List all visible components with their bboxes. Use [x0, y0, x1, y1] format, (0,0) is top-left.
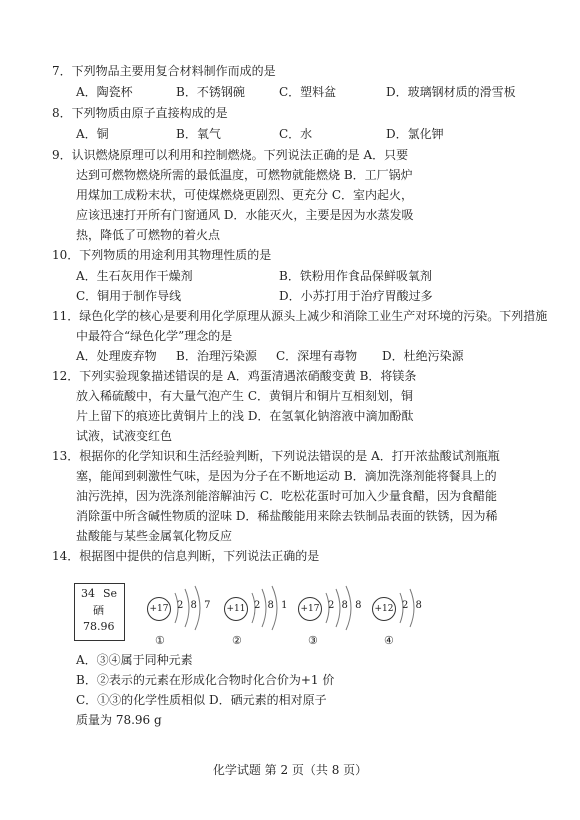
q10-option-d: D．小苏打用于治疗胃酸过多 [279, 289, 433, 303]
q14-stem: 14．根据图中提供的信息判断，下列说法正确的是 [52, 549, 320, 563]
atom-4-nucleus: +12 [372, 597, 396, 621]
q8-option-d: D．氯化钾 [386, 127, 444, 141]
atom-3-shells: 2 8 8 [328, 600, 364, 611]
q10-option-c: C．铜用于制作导线 [76, 289, 182, 303]
q7-option-a: A．陶瓷杯 [76, 85, 133, 99]
atom-4-shells: 2 8 [402, 600, 424, 611]
q13-line-5: 盐酸能与某些金属氧化物反应 [76, 529, 233, 543]
q13-line-3: 油污洗掉，因为洗涤剂能溶解油污 C．吃松花蛋时可加入少量食醋，因为食醋能 [76, 489, 497, 503]
atom-diagram-4 [372, 585, 467, 633]
q14-option-line-3: C．①③的化学性质相似 D．硒元素的相对原子 [76, 693, 327, 707]
atom-2-nucleus: +11 [224, 597, 248, 621]
atom-3-nucleus: +17 [298, 597, 322, 621]
element-symbol: Se [103, 587, 118, 600]
q11-option-a: A．处理废弃物 [76, 349, 157, 363]
q10-stem: 10．下列物质的用途利用其物理性质的是 [52, 248, 272, 262]
q9-line-5: 热，降低了可燃物的着火点 [76, 228, 221, 242]
element-atomic-mass: 78.96 [83, 620, 115, 633]
q9-line-4: 应该迅速打开所有门窗通风 D．水能灭火，主要是因为水蒸发吸 [76, 208, 414, 222]
q10-option-a: A．生石灰用作干燥剂 [76, 269, 193, 283]
q14-option-line-4: 质量为 78.96 g [76, 713, 162, 727]
q11-line-1: 11．绿色化学的核心是要利用化学原理从源头上减少和消除工业生产对环境的污染。下列措施 [52, 309, 548, 323]
q9-line-3: 用煤加工成粉末状，可使煤燃烧更剧烈、更充分 C．室内起火， [76, 188, 413, 202]
q7-option-d: D．玻璃钢材质的滑雪板 [386, 85, 516, 99]
q13-line-1: 13．根据你的化学知识和生活经验判断，下列说法错误的是 A．打开浓盐酸试剂瓶瓶 [52, 449, 500, 463]
q7-option-c: C．塑料盆 [279, 85, 337, 99]
page-footer: 化学试题 第 2 页（共 8 页） [212, 763, 368, 777]
q10-option-b: B．铁粉用作食品保鲜吸氧剂 [279, 269, 432, 283]
atom-1-nucleus: +17 [147, 597, 171, 621]
atom-1-shells: 2 8 7 [177, 600, 213, 611]
q9-line-2: 达到可燃物燃烧所需的最低温度，可燃物就能燃烧 B．工厂锅炉 [76, 168, 413, 182]
atom-2-label: ② [232, 634, 242, 647]
q14-option-line-1: A．③④属于同种元素 [76, 653, 193, 667]
q11-option-c: C．深埋有毒物 [276, 349, 358, 363]
q8-option-a: A．铜 [76, 127, 109, 141]
element-name: 硒 [93, 604, 104, 617]
q14-option-line-2: B．②表示的元素在形成化合物时化合价为+1 价 [76, 673, 335, 687]
atom-4-label: ④ [384, 634, 394, 647]
q8-option-b: B．氧气 [176, 127, 221, 141]
element-atomic-number: 34 [81, 587, 95, 600]
q12-line-4: 试液，试液变红色 [76, 429, 173, 443]
q13-line-4: 消除蛋中所含碱性物质的涩味 D．稀盐酸能用来除去铁制品表面的铁锈，因为稀 [76, 509, 498, 523]
q12-line-1: 12．下列实验现象描述错误的是 A．鸡蛋清遇浓硝酸变黄 B．将镁条 [52, 369, 417, 383]
q12-line-3: 片上留下的痕迹比黄铜片上的浅 D．在氢氧化钠溶液中滴加酚酞 [76, 409, 414, 423]
q7-stem: 7．下列物品主要用复合材料制作而成的是 [52, 64, 276, 78]
q9-line-1: 9．认识燃烧原理可以利用和控制燃烧。下列说法正确的是 A．只要 [52, 148, 409, 162]
atom-3-label: ③ [308, 634, 318, 647]
atom-1-label: ① [155, 634, 165, 647]
q11-line-2: 中最符合“绿色化学”理念的是 [76, 329, 233, 343]
atom-2-shells: 2 8 1 [254, 600, 290, 611]
q13-line-2: 塞，能闻到刺激性气味，是因为分子在不断地运动 B．滴加洗涤剂能将餐具上的 [76, 469, 497, 483]
q8-option-c: C．水 [279, 127, 313, 141]
q11-option-b: B．治理污染源 [176, 349, 257, 363]
q11-option-d: D．杜绝污染源 [382, 349, 464, 363]
q12-line-2: 放入稀硫酸中，有大量气泡产生 C．黄铜片和铜片互相刻划，铜 [76, 389, 413, 403]
q8-stem: 8．下列物质由原子直接构成的是 [52, 106, 228, 120]
q7-option-b: B．不锈钢碗 [176, 85, 245, 99]
selenium-element-card [74, 583, 125, 641]
